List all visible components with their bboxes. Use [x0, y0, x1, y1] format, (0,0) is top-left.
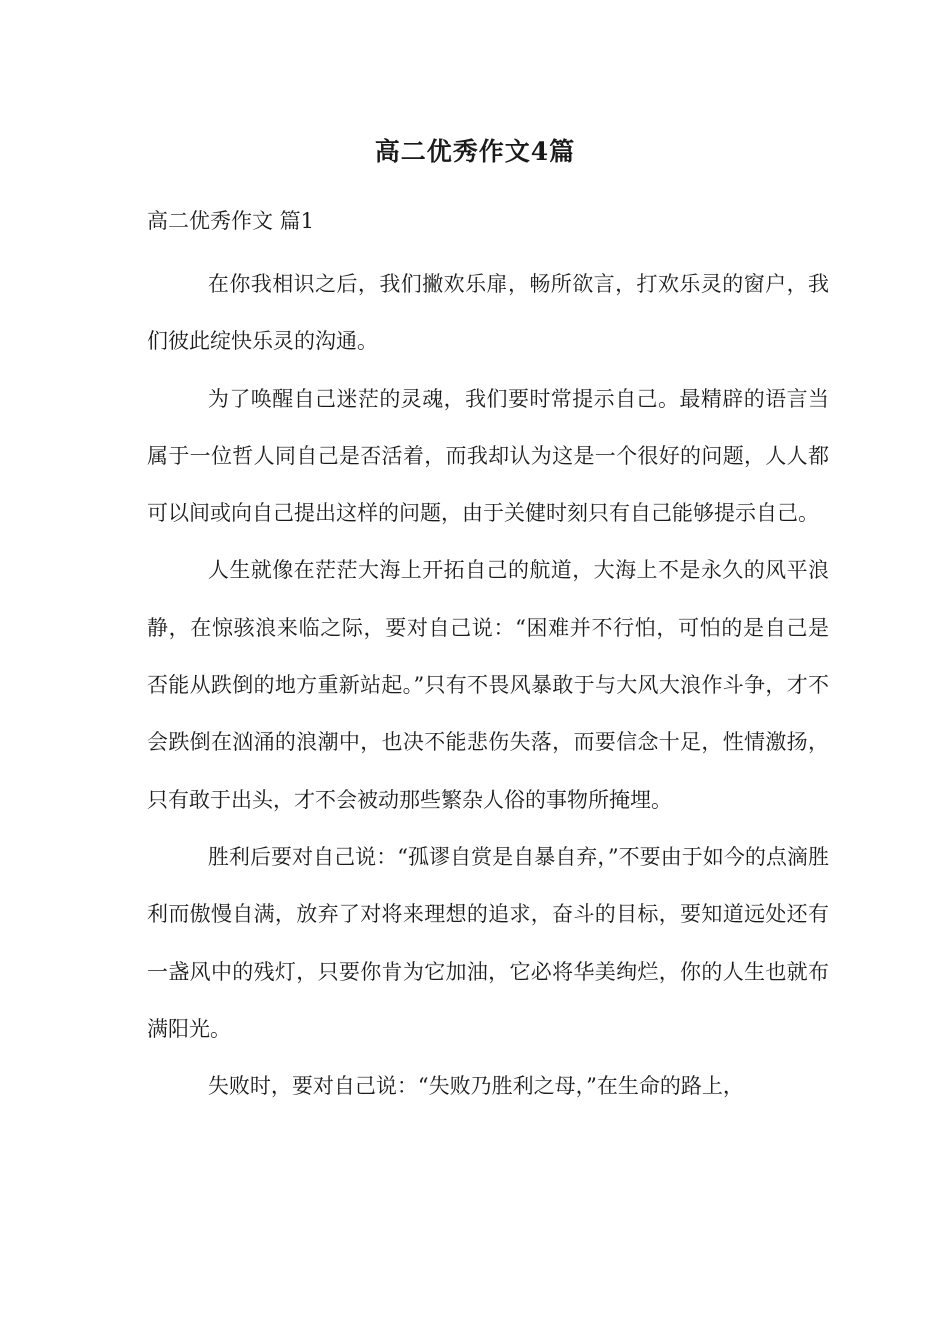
paragraph: 失败时，要对自己说：“失败乃胜利之母，”在生命的路上，	[207, 1074, 744, 1099]
paragraph: 人生就像在茫茫大海上开拓自己的航道，大海上不是永久的风平浪静，在惊骇浪来临之际，要对自己说：“困难并不行怕，可怕的是自己是否能从跌倒的地方重新站起。”只有不畏风暴敢于与大风大浪作斗争，才不会跌倒在汹涌的浪潮中，也决不能悲伤失落，而要信念十足，性情激扬，只有敢于出头，才不会被动那些繁杂人俗的事物所掩埋。	[147, 558, 829, 812]
section-heading: 高二优秀作文 篇1	[147, 209, 315, 233]
paragraph: 胜利后要对自己说：“孤谬自赏是自暴自弃，”不要由于如今的点滴胜利而傲慢自满，放弃了对将来理想的追求，奋斗的目标，要知道远处还有一盏风中的残灯，只要你肯为它加油，它必将华美绚烂，你的人生也就布满阳光。	[147, 844, 829, 1041]
essay-body	[147, 256, 829, 1115]
paragraph: 为了唤醒自己迷茫的灵魂，我们要时常提示自己。最精辟的语言当属于一位哲人同自己是否活着，而我却认为这是一个很好的问题，人人都可以间或向自己提出这样的问题，由于关健时刻只有自己能够提示自己。	[147, 386, 829, 526]
paragraph: 在你我相识之后，我们撇欢乐扉，畅所欲言，打欢乐灵的窗户，我们彼此绽快乐灵的沟通。	[147, 272, 829, 354]
document-title: 高二优秀作文4篇	[374, 137, 576, 166]
